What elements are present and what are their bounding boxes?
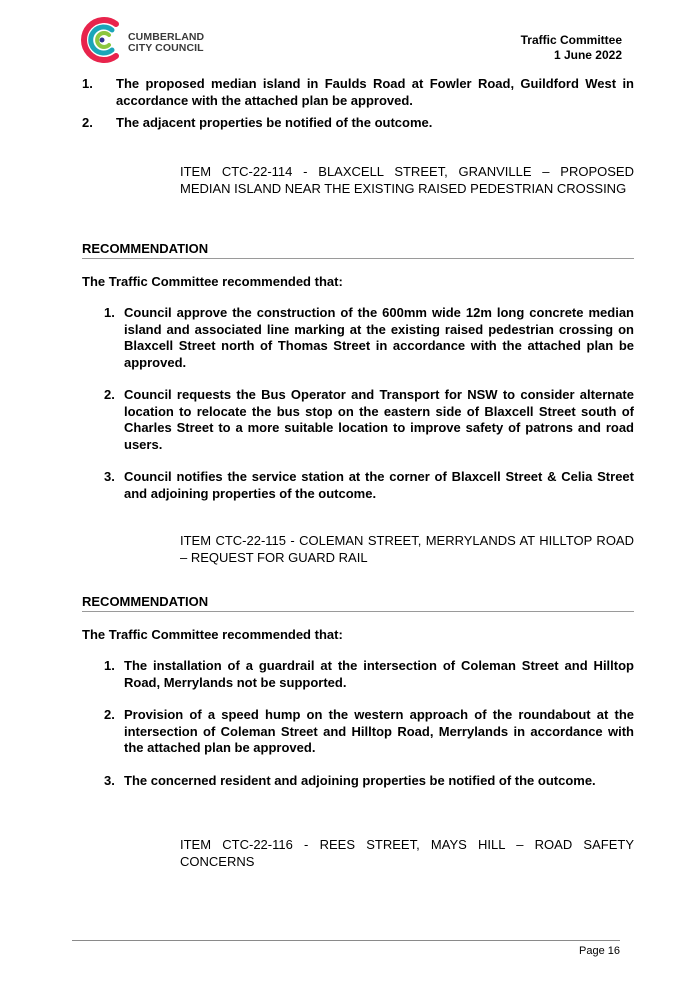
council-logo-icon — [76, 14, 128, 66]
page-number: Page 16 — [579, 945, 620, 957]
recommendation-list — [82, 658, 634, 805]
item-title: ITEM CTC-22-116 - REES STREET, MAYS HILL – ROAD SAFETY CONCERNS — [180, 837, 634, 869]
list-item: 1. The proposed median island in Faulds Road at Fowler Road, Guildford West in accordance with the attached plan be approved. — [82, 76, 634, 108]
document-date: 1 June 2022 — [553, 48, 622, 62]
intro-recommendations — [82, 76, 634, 138]
list-item: 2. Council requests the Bus Operator and Transport for NSW to consider alternate location to relocate the bus stop on the eastern side of Blaxcell Street south of Charles Street to a more suitable location to improve safety of patrons and road users. — [104, 387, 634, 452]
list-item: 2. The adjacent properties be notified of the outcome. — [82, 115, 433, 130]
council-name-line2: CITY COUNCIL — [128, 42, 204, 54]
recommendation-heading: RECOMMENDATION — [82, 594, 634, 612]
item-title: ITEM CTC-22-114 - BLAXCELL STREET, GRANVILLE – PROPOSED MEDIAN ISLAND NEAR THE EXISTING RAISED PEDESTRIAN CROSSING — [180, 164, 634, 196]
list-item: 2. Provision of a speed hump on the western approach of the roundabout at the intersection of Coleman Street and Hilltop Road, Merrylands in accordance with the attached plan be approved. — [104, 707, 634, 755]
document-title: Traffic Committee — [520, 33, 622, 47]
council-name-line1: CUMBERLAND — [128, 31, 205, 43]
footer-divider — [72, 940, 620, 941]
recommendation-heading: RECOMMENDATION — [82, 241, 634, 259]
document-header — [521, 33, 622, 63]
item-title: ITEM CTC-22-115 - COLEMAN STREET, MERRYLANDS AT HILLTOP ROAD – REQUEST FOR GUARD RAIL — [180, 533, 634, 565]
list-item: 3. The concerned resident and adjoining properties be notified of the outcome. — [104, 772, 596, 788]
list-item: 1. The installation of a guardrail at the intersection of Coleman Street and Hilltop Road, Merrylands not be supported. — [104, 658, 634, 690]
recommendation-list — [82, 305, 634, 518]
recommendation-intro: The Traffic Committee recommended that: — [82, 274, 343, 289]
list-item: 1. Council approve the construction of the 600mm wide 12m long concrete median island and associated line marking at the existing raised pedestrian crossing on Blaxcell Street north of Thomas Street in accordance with the attached plan be approved. — [104, 305, 634, 370]
council-name — [128, 32, 204, 54]
recommendation-intro: The Traffic Committee recommended that: — [82, 627, 343, 642]
list-item: 3. Council notifies the service station at the corner of Blaxcell Street & Celia Street and adjoining properties of the outcome. — [104, 469, 634, 501]
